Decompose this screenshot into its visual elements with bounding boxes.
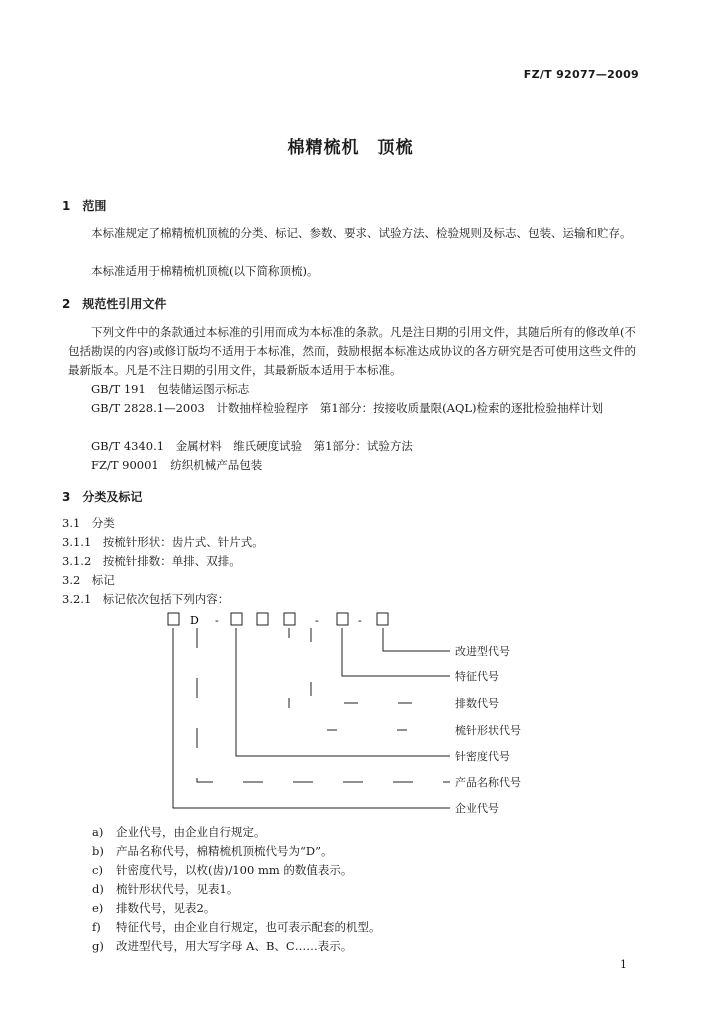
reference-item: GB/T 4340.1 金属材料 维氏硬度试验 第1部分：试验方法 — [91, 439, 413, 453]
clause-3-1-1: 3.1.1 按梳针形状：齿片式、针片式。 — [62, 535, 264, 549]
code-box-row-count — [284, 613, 295, 625]
leader-line-needle-density — [236, 628, 450, 756]
list-item: e) 排数代号，见表2。 — [92, 901, 216, 915]
code-letter-d: D — [190, 614, 199, 627]
code-separator: - — [315, 614, 319, 627]
code-separator: - — [215, 614, 219, 627]
label-needle-density-code: 针密度代号 — [455, 750, 510, 763]
leader-line-feature — [342, 628, 450, 676]
label-enterprise-code: 企业代号 — [455, 802, 499, 815]
label-product-name-code: 产品名称代号 — [455, 776, 521, 789]
list-item: d) 梳针形状代号，见表1。 — [92, 882, 239, 896]
document-title: 棉精梳机 顶梳 — [287, 138, 414, 158]
list-item: f) 特征代号，由企业自行规定，也可表示配套的机型。 — [92, 920, 381, 934]
clause-3-1-2: 3.1.2 按梳针排数：单排、双排。 — [62, 554, 241, 568]
code-box-improvement — [377, 613, 388, 625]
code-box-enterprise — [168, 613, 179, 625]
leader-line-row-count — [311, 628, 450, 703]
page-number: 1 — [620, 958, 627, 971]
code-box-needle-shape — [257, 613, 268, 625]
leader-line-needle-shape — [289, 628, 450, 730]
section-1-paragraph-2: 本标准适用于棉精梳机顶梳(以下简称顶梳)。 — [91, 264, 319, 278]
reference-item: FZ/T 90001 纺织机械产品包装 — [91, 458, 263, 472]
list-item: c) 针密度代号，以枚(齿)/100 mm 的数值表示。 — [92, 863, 353, 877]
clause-3-2-1: 3.2.1 标记依次包括下列内容： — [62, 592, 230, 606]
leader-line-enterprise — [173, 628, 450, 808]
code-separator: - — [358, 614, 362, 627]
reference-item: GB/T 191 包装储运图示标志 — [91, 382, 250, 396]
code-box-needle-density — [231, 613, 242, 625]
leader-line-improvement — [383, 628, 450, 651]
standard-code: FZ/T 92077—2009 — [523, 68, 639, 81]
clause-3-1: 3.1 分类 — [62, 516, 115, 530]
reference-item: GB/T 2828.1—2003 计数抽样检验程序 第1部分：按接收质量限(AQL)检索的逐批检验抽样计划 — [91, 401, 603, 415]
clause-3-2: 3.2 标记 — [62, 573, 115, 587]
label-row-count-code: 排数代号 — [455, 697, 499, 710]
list-item: g) 改进型代号，用大写字母 A、B、C……表示。 — [92, 939, 353, 953]
section-3-heading: 3 分类及标记 — [62, 490, 143, 504]
label-improvement-code: 改进型代号 — [455, 645, 510, 658]
list-item: b) 产品名称代号，棉精梳机顶梳代号为“D”。 — [92, 844, 333, 858]
section-1-heading: 1 范围 — [62, 199, 107, 213]
section-1-paragraph-1: 本标准规定了棉精梳机顶梳的分类、标记、参数、要求、试验方法、检验规则及标志、包装、运输和贮存。 — [91, 226, 632, 240]
code-box-feature — [337, 613, 348, 625]
list-item: a) 企业代号，由企业自行规定。 — [92, 825, 266, 839]
label-feature-code: 特征代号 — [455, 670, 499, 683]
section-2-heading: 2 规范性引用文件 — [62, 297, 167, 311]
label-needle-shape-code: 梳针形状代号 — [455, 724, 521, 737]
section-2-paragraph: 下列文件中的条款通过本标准的引用而成为本标准的条款。凡是注日期的引用文件，其随后所有的修改单(不包括勘误的内容)或修订版均不适用于本标准，然而，鼓励根据本标准达成协议的各方研究是否可使用这些文件的最新版本。凡是不注日期的引用文件，其最新版本适用于本标准。 — [68, 325, 636, 377]
